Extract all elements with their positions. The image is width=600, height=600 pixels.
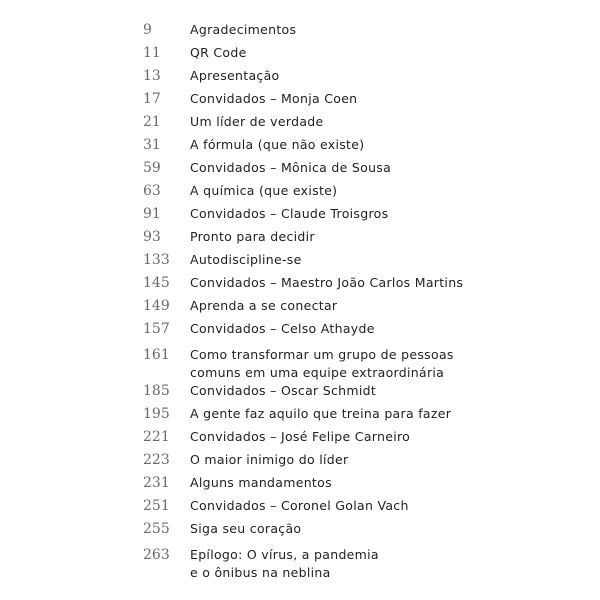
toc-entry-title [190, 381, 490, 401]
toc-page-number: 185 [143, 383, 170, 399]
toc-entry-title [190, 181, 490, 201]
toc-page-number: 9 [143, 22, 152, 38]
toc-entry-title [190, 158, 490, 178]
toc-title-line: Como transformar um grupo de pessoas [190, 347, 454, 362]
toc-title-line: A química (que existe) [190, 183, 338, 198]
toc-title-line: Agradecimentos [190, 22, 297, 37]
toc-page-number: 149 [143, 298, 170, 314]
toc-title-line: Autodisciplinе-se [190, 252, 302, 267]
toc-entry-title [190, 112, 490, 132]
toc-page-number: 11 [143, 45, 161, 61]
toc-page-number: 145 [143, 275, 170, 291]
toc-entry-title [190, 66, 490, 86]
toc-title-line: QR Code [190, 45, 247, 60]
toc-title-line: Um líder de verdade [190, 114, 324, 129]
toc-page-number: 161 [143, 347, 170, 363]
toc-page-number: 133 [143, 252, 170, 268]
toc-page-number: 59 [143, 160, 161, 176]
toc-entry-title [190, 204, 490, 224]
toc-title-line: Convidados – Coronel Golan Vach [190, 498, 409, 513]
toc-entry-title [190, 273, 490, 293]
toc-title-line: Convidados – Oscar Schmidt [190, 383, 377, 398]
toc-entry-title [190, 250, 490, 270]
toc-page-number: 63 [143, 183, 161, 199]
toc-entry-title [190, 345, 490, 383]
toc-page-number: 231 [143, 475, 170, 491]
toc-title-line: Siga seu coração [190, 521, 302, 536]
toc-entry-title [190, 319, 490, 339]
toc-title-line: e o ônibus na neblina [190, 565, 331, 580]
toc-entry-title [190, 404, 490, 424]
toc-title-line: O maior inimigo do líder [190, 452, 349, 467]
toc-entry-title [190, 450, 490, 470]
toc-entry-title [190, 43, 490, 63]
toc-page-number: 91 [143, 206, 161, 222]
toc-title-line: Alguns mandamentos [190, 475, 332, 490]
toc-title-line: Apresentação [190, 68, 280, 83]
toc-entry-title [190, 473, 490, 493]
toc-title-line: Convidados – Monja Coen [190, 91, 358, 106]
toc-title-line: Convidados – Celso Athayde [190, 321, 375, 336]
toc-page-number: 221 [143, 429, 170, 445]
toc-page-number: 223 [143, 452, 170, 468]
toc-title-line: comuns em uma equipe extraordinária [190, 365, 445, 380]
toc-page-number: 21 [143, 114, 161, 130]
toc-entry-title [190, 20, 490, 40]
toc-title-line: Convidados – José Felipe Carneiro [190, 429, 411, 444]
toc-page-number: 13 [143, 68, 161, 84]
toc-entry-title [190, 227, 490, 247]
toc-title-line: Convidados – Claude Troisgros [190, 206, 389, 221]
toc-title-line: Aprenda a se conectar [190, 298, 338, 313]
toc-entry-title [190, 135, 490, 155]
toc-title-line: Pronto para decidir [190, 229, 315, 244]
toc-page-number: 263 [143, 547, 170, 563]
toc-title-line: Convidados – Mônica de Sousa [190, 160, 392, 175]
toc-title-line: A fórmula (que não existe) [190, 137, 365, 152]
toc-entry-title [190, 519, 490, 539]
toc-page-number: 17 [143, 91, 161, 107]
toc-title-line: Convidados – Maestro João Carlos Martins [190, 275, 464, 290]
toc-entry-title [190, 89, 490, 109]
toc-title-line: Epílogo: O vírus, a pandemia [190, 547, 379, 562]
toc-entry-title [190, 427, 490, 447]
toc-page-number: 93 [143, 229, 161, 245]
toc-page-number: 255 [143, 521, 170, 537]
toc-entry-title [190, 496, 490, 516]
toc-title-line: A gente faz aquilo que treina para fazer [190, 406, 452, 421]
toc-page-number: 31 [143, 137, 161, 153]
toc-entry-title [190, 545, 490, 583]
toc-page-number: 195 [143, 406, 170, 422]
toc-page-number: 157 [143, 321, 170, 337]
toc-entry-title [190, 296, 490, 316]
toc-page-number: 251 [143, 498, 170, 514]
